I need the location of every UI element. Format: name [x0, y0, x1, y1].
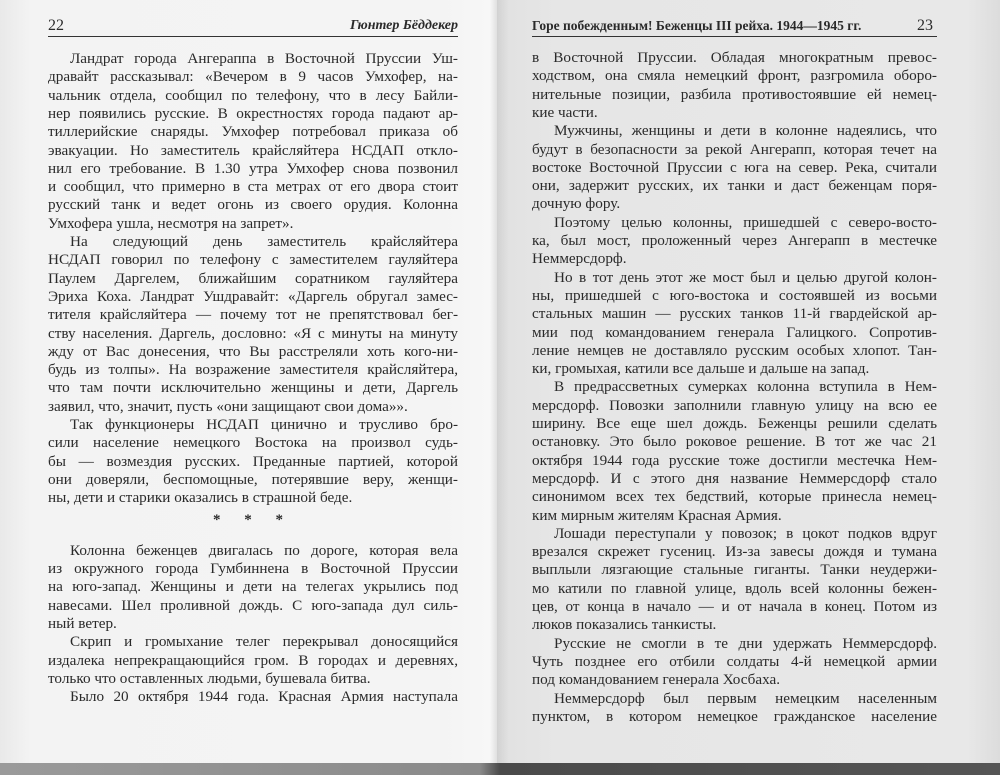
text-line: Мужчины, женщины и дети в колонне надеялись, что [554, 122, 937, 140]
text-line: ка, был мост, проложенный через Ангерапп в местечке [532, 232, 937, 249]
left-page [0, 0, 497, 765]
text-line: ки, громыхая, катили все дальше и дальше на запад. [532, 360, 870, 378]
right-page [497, 0, 1000, 765]
scan-edge-shadow [0, 763, 1000, 775]
text-line: они, задержит русских, их танки и даст беженцам поря- [532, 177, 937, 195]
text-line: заявил, что, значит, пусть «они защищают свои дома»». [48, 397, 408, 415]
text-line: Лошади переступали у повозок; в цокот подков вдруг [554, 524, 937, 542]
text-line: Ландрат города Ангераппа в Восточной Пруссии Уш- [70, 50, 458, 67]
text-line: мерсдорф. И с этого дня название Неммерсдорф стало [532, 469, 937, 487]
text-line: ны, пришедшей с юго-востока и состоявшей из восьми [532, 286, 937, 304]
text-line: они доверяли, беспомощные, потерявшие веру, женщи- [48, 470, 458, 488]
text-line: востоке Восточной Пруссии с юга на север. Река, считали [532, 158, 937, 176]
running-header-right [532, 16, 937, 37]
text-line: ширину. Все еще шел дождь. Беженцы решили сделать [532, 415, 937, 432]
text-line: тиллерийские снаряды. Умхофер потребовал приказа об [48, 123, 458, 141]
text-line: что там почти исключительно женщины и дети, Даргель [48, 379, 458, 397]
text-line: под командованием генерала Хосбаха. [532, 671, 781, 689]
text-line: будут в безопасности за рекой Ангерапп, которая течет на [532, 140, 937, 158]
text-line: только что оставленных людьми, бушевала битва. [48, 669, 371, 687]
text-line: нительные позиции, разбила противостоявшие ей немец- [532, 85, 937, 103]
text-line: жду от Вас донесения, что Вы расстреляли хоть кого-ни- [48, 342, 458, 360]
text-line: Было 20 октября 1944 года. Красная Армия наступала [70, 688, 458, 706]
text-line: в Восточной Пруссии. Обладая многократным превос- [532, 49, 937, 66]
text-line: нил его требование. В 1.30 утра Умхофер снова позвонил [48, 159, 458, 177]
text-line: ление немцев не доставляло русским особых хлопот. Тан- [532, 341, 937, 359]
text-line: Паулем Даргелем, ближайшим соратником гауляйтера [48, 269, 458, 287]
text-line: сили население немецкого Востока на произвол судь- [48, 434, 458, 452]
text-line: ству населения. Даргель, дословно: «Я с минуты на минуту [48, 324, 458, 342]
section-separator: * * * [213, 511, 293, 528]
text-line: дравайт рассказывал: «Вечером в 9 часов Умхофер, на- [48, 68, 458, 86]
text-line: цев, от конца в начало — и от начала в конец. Потом из [532, 598, 937, 615]
text-line: Поэтому целью колонны, пришедшей с северо-восто- [554, 213, 937, 231]
text-line: На следующий день заместитель крайсляйтера [70, 233, 458, 250]
text-line: кие части. [532, 103, 598, 121]
text-line: ны, дети и старики оказались в страшной беде. [48, 489, 353, 507]
text-line: из окружного города Гумбиннена в Восточной Пруссии [48, 560, 458, 578]
text-line: ким мирным жителям Красная Армия. [532, 506, 782, 524]
text-line: бы — возмездия русских. Преданные партией, которой [48, 452, 458, 470]
text-line: на юго-запад. Женщины и дети на телегах укрылись под [48, 578, 458, 596]
text-line: Умхофера ушла, несмотря на запрет». [48, 214, 294, 232]
text-line: Скрип и громыхание телег перекрывал доносящийся [70, 633, 458, 651]
text-line: ходством, она смяла немецкий фронт, разгромила оборо- [532, 67, 937, 85]
running-header-left [48, 16, 458, 37]
text-line: будь из толпы». На возражение заместителя крайсляйтера, [48, 361, 458, 379]
text-line: ный ветер. [48, 615, 117, 632]
text-line: дочную фору. [532, 195, 621, 213]
text-line: Неммерсдорф. [532, 250, 627, 268]
text-line: В предрассветных сумерках колонна вступила в Нем- [554, 378, 937, 396]
text-line: русский танк и ведет огонь из своего орудия. Колонна [48, 196, 458, 214]
text-line: эвакуации. Но заместитель крайсляйтера НСДАП откло- [48, 141, 458, 159]
text-line: синонимом всех тех бедствий, которые принесла немец- [532, 488, 937, 506]
text-line: издалека непрекращающийся гром. В городах и деревнях, [48, 651, 458, 669]
text-line: тителя крайсляйтера — почему тот не препятствовал бег- [48, 306, 458, 324]
page-number: 23 [917, 17, 933, 34]
text-line: Русские не смогли в те дни удержать Неммерсдорф. [554, 634, 937, 652]
text-line: люков показались танкисты. [532, 616, 717, 634]
text-line: и сообщил, что примерно в ста метрах от его двора стоит [48, 178, 458, 196]
text-line: остановку. Это было роковое решение. В тот же час 21 [532, 433, 937, 451]
text-line: Неммерсдорф был первым немецким населенным [554, 689, 937, 707]
text-line: Колонна беженцев двигалась по дороге, которая вела [70, 541, 458, 559]
text-line: Но в тот день этот же мост был и целью другой колон- [554, 268, 937, 286]
text-line: Эриха Коха. Ландрат Ушдравайт: «Даргель обругал замес- [48, 287, 458, 305]
text-line: мии под командованием генерала Галицкого. Сопротив- [532, 323, 937, 341]
text-line: октября 1944 года русские тоже достигли местечка Нем- [532, 451, 937, 469]
page-number: 22 [48, 17, 64, 34]
text-line: мо катили по главной улице, вдоль всей колонны бежен- [532, 579, 937, 597]
text-line: навесами. Шел проливной дождь. С юго-запада дул силь- [48, 596, 458, 614]
text-line: чальник отдела, сообщил по телефону, что в лесу Байли- [48, 86, 458, 104]
text-line: нер появились русские. В окрестностях города падают ар- [48, 104, 458, 122]
text-line: Чуть позднее его отбили солдаты 4-й немецкой армии [532, 652, 937, 670]
text-line: мерсдорф. Повозки заполнили главную улицу на всю ее [532, 396, 937, 414]
text-line: стальных машин — русских танков 11-й гвардейской ар- [532, 305, 937, 323]
running-head-author: Гюнтер Бёддекер [349, 18, 458, 33]
text-line: НСДАП говорил по телефону с заместителем гауляйтера [48, 251, 458, 269]
text-line: выплыли лязгающие стальные гиганты. Танки неудержи- [532, 561, 937, 579]
running-head-title: Горе побежденным! Беженцы III рейха. 1944—1945 гг. [532, 18, 862, 33]
text-line: Так функционеры НСДАП цинично и трусливо бро- [70, 416, 458, 433]
text-line: пунктом, в котором немецкое гражданское население [532, 707, 937, 725]
text-line: врезался скрежет гусениц. Из-за завесы дождя и тумана [532, 543, 937, 561]
